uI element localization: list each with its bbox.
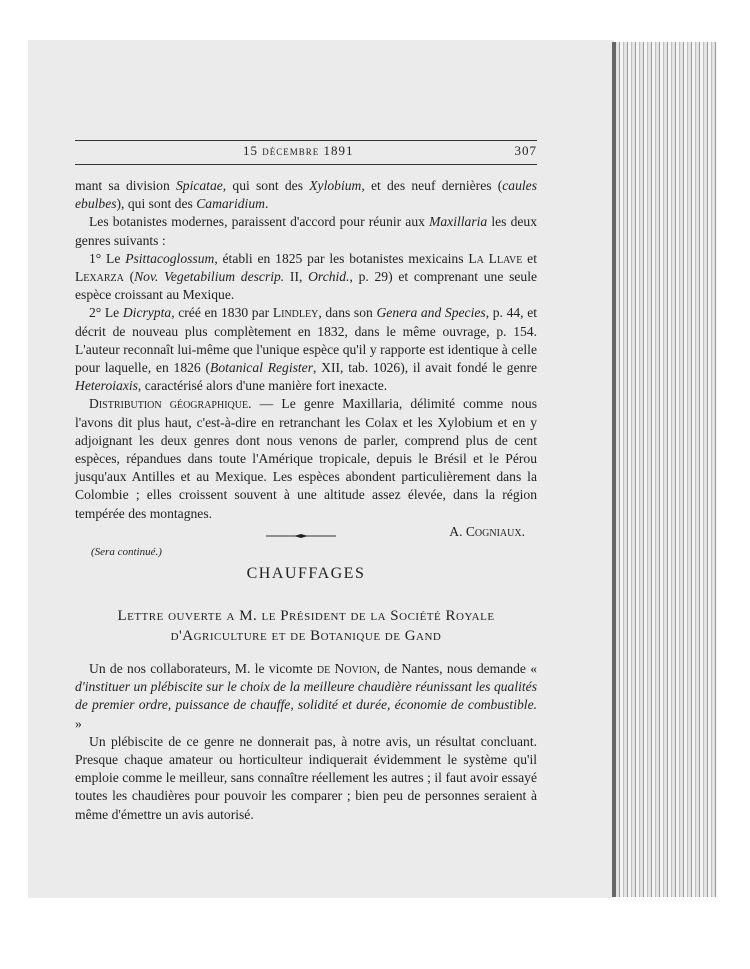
text: , dans son [318, 305, 377, 321]
text: et [522, 250, 537, 266]
article-subtitle-line-1: Lettre ouverte a M. le Président de la Société Royale [117, 608, 495, 624]
article-chauffages-body [75, 660, 537, 824]
article-title: CHAUFFAGES [246, 565, 366, 582]
italic-text: caules ebulbes [75, 178, 537, 212]
text: » [75, 715, 82, 731]
paragraph [75, 304, 537, 395]
text: , p. 29) et comprenant une seule espèce croissant au Mexique. [75, 269, 538, 303]
text: , de Nantes, nous demande « [376, 661, 537, 676]
section-ornament [266, 534, 336, 538]
text: , qui sont des [222, 178, 310, 193]
text: , caractérisé alors d'une manière fort inexacte. [137, 378, 388, 394]
small-caps-text: Distribution géographique. [89, 396, 252, 412]
text: , et des neuf dernières ( [361, 178, 503, 193]
small-caps-text: Lindley [272, 305, 319, 321]
text: Les botanistes modernes, paraissent d'accord pour réunir aux [89, 214, 430, 230]
article-subtitle-line-2: d'Agriculture et de Botanique de Gand [170, 628, 442, 644]
italic-text: d'instituer un plébiscite sur le choix de la meilleure chaudière réunissant les qualités de premier ordre, puissance de chauffe, solidité et durée, économie de combustible. [75, 679, 537, 713]
small-caps-text: La Llave [468, 250, 523, 266]
text: 1° Le [89, 250, 126, 266]
page-edge-shadow [612, 42, 616, 897]
text: II, [284, 269, 309, 285]
small-caps-text: de Novion [316, 661, 377, 676]
small-caps-text: Lexarza [75, 269, 124, 285]
text: 2° Le [89, 305, 123, 321]
header-rule-bottom [75, 164, 537, 165]
italic-text: Genera and Species [376, 305, 486, 321]
article-orchids [75, 177, 537, 561]
italic-text: Dicrypta [122, 305, 172, 321]
article-orchids-body [75, 177, 537, 523]
text: mant sa division [75, 178, 176, 193]
page-number: 307 [514, 143, 537, 158]
text: ), qui sont des [116, 196, 197, 212]
header-rule-top [75, 140, 537, 141]
header-date: 15 décembre 1891 [243, 143, 354, 158]
continued-note: (Sera continué.) [91, 546, 162, 559]
signature: A. Cogniaux. [449, 523, 525, 539]
italic-text: Botanical Register [210, 360, 313, 376]
text: , XII, tab. 1026), il avait fondé le genre [313, 360, 537, 376]
page-edges [612, 42, 717, 897]
italic-text: Psittacoglossum [125, 250, 215, 266]
text: Un plébiscite de ce genre ne donnerait pas, à notre avis, un résultat concluant. Presque chaque amateur ou horticulteur indiquerait évidemment le système qu'il emploie comme le meilleur, sans connaître réellement les autres ; il faut avoir essayé toutes les chaudières pour pouvoir les comparer ; bien peu de personnes seraient à même d'émettre un avis autorisé. [75, 733, 537, 822]
paragraph [75, 733, 537, 824]
italic-text: Heteroiaxis [75, 378, 138, 394]
text: , créé en 1830 par [171, 305, 273, 321]
text: les deux genres suivants : [75, 214, 537, 248]
italic-text: Camaridium [196, 196, 265, 212]
paragraph [75, 213, 537, 249]
paragraph [75, 660, 537, 733]
paragraph [75, 250, 537, 305]
paragraph [75, 395, 537, 522]
paragraph [75, 177, 537, 213]
italic-text: Spicatae [175, 178, 223, 193]
italic-text: Maxillaria [429, 214, 488, 230]
italic-text: Orchid. [308, 269, 350, 285]
article-chauffages [75, 660, 537, 824]
text: , établi en 1825 par les botanistes mexicains [214, 250, 469, 266]
text: . [264, 196, 269, 212]
article-subtitle [75, 606, 537, 646]
text: , p. 44, et décrit de nouveau plus complètement en 1832, dans le même ouvrage, p. 154. L'auteur reconnaît lui-même que l'unique espèce qu'il y rapporte est identique à celle pour laquelle, en 1826 ( [75, 305, 538, 376]
italic-text: Xylobium [309, 178, 362, 193]
text: Un de nos collaborateurs, M. le vicomte [89, 661, 317, 676]
text: — Le genre Maxillaria, délimité comme nous l'avons dit plus haut, c'est-à-dire en retranchant les Colax et les Xylobium et en y adjoignant les deux genres dont nous venons de parler, comprend plus de cent espèces, répandues dans toute l'Amérique tropicale, depuis le Brésil et le Pérou jusqu'aux Antilles et au Mexique. Les espèces abondent particulièrement dans la Colombie ; elles croissent souvent à une altitude assez élevée, dans la région tempérée des montagnes. [75, 396, 537, 521]
italic-text: Nov. Vegetabilium descrip. [134, 269, 285, 285]
text: ( [123, 269, 135, 285]
